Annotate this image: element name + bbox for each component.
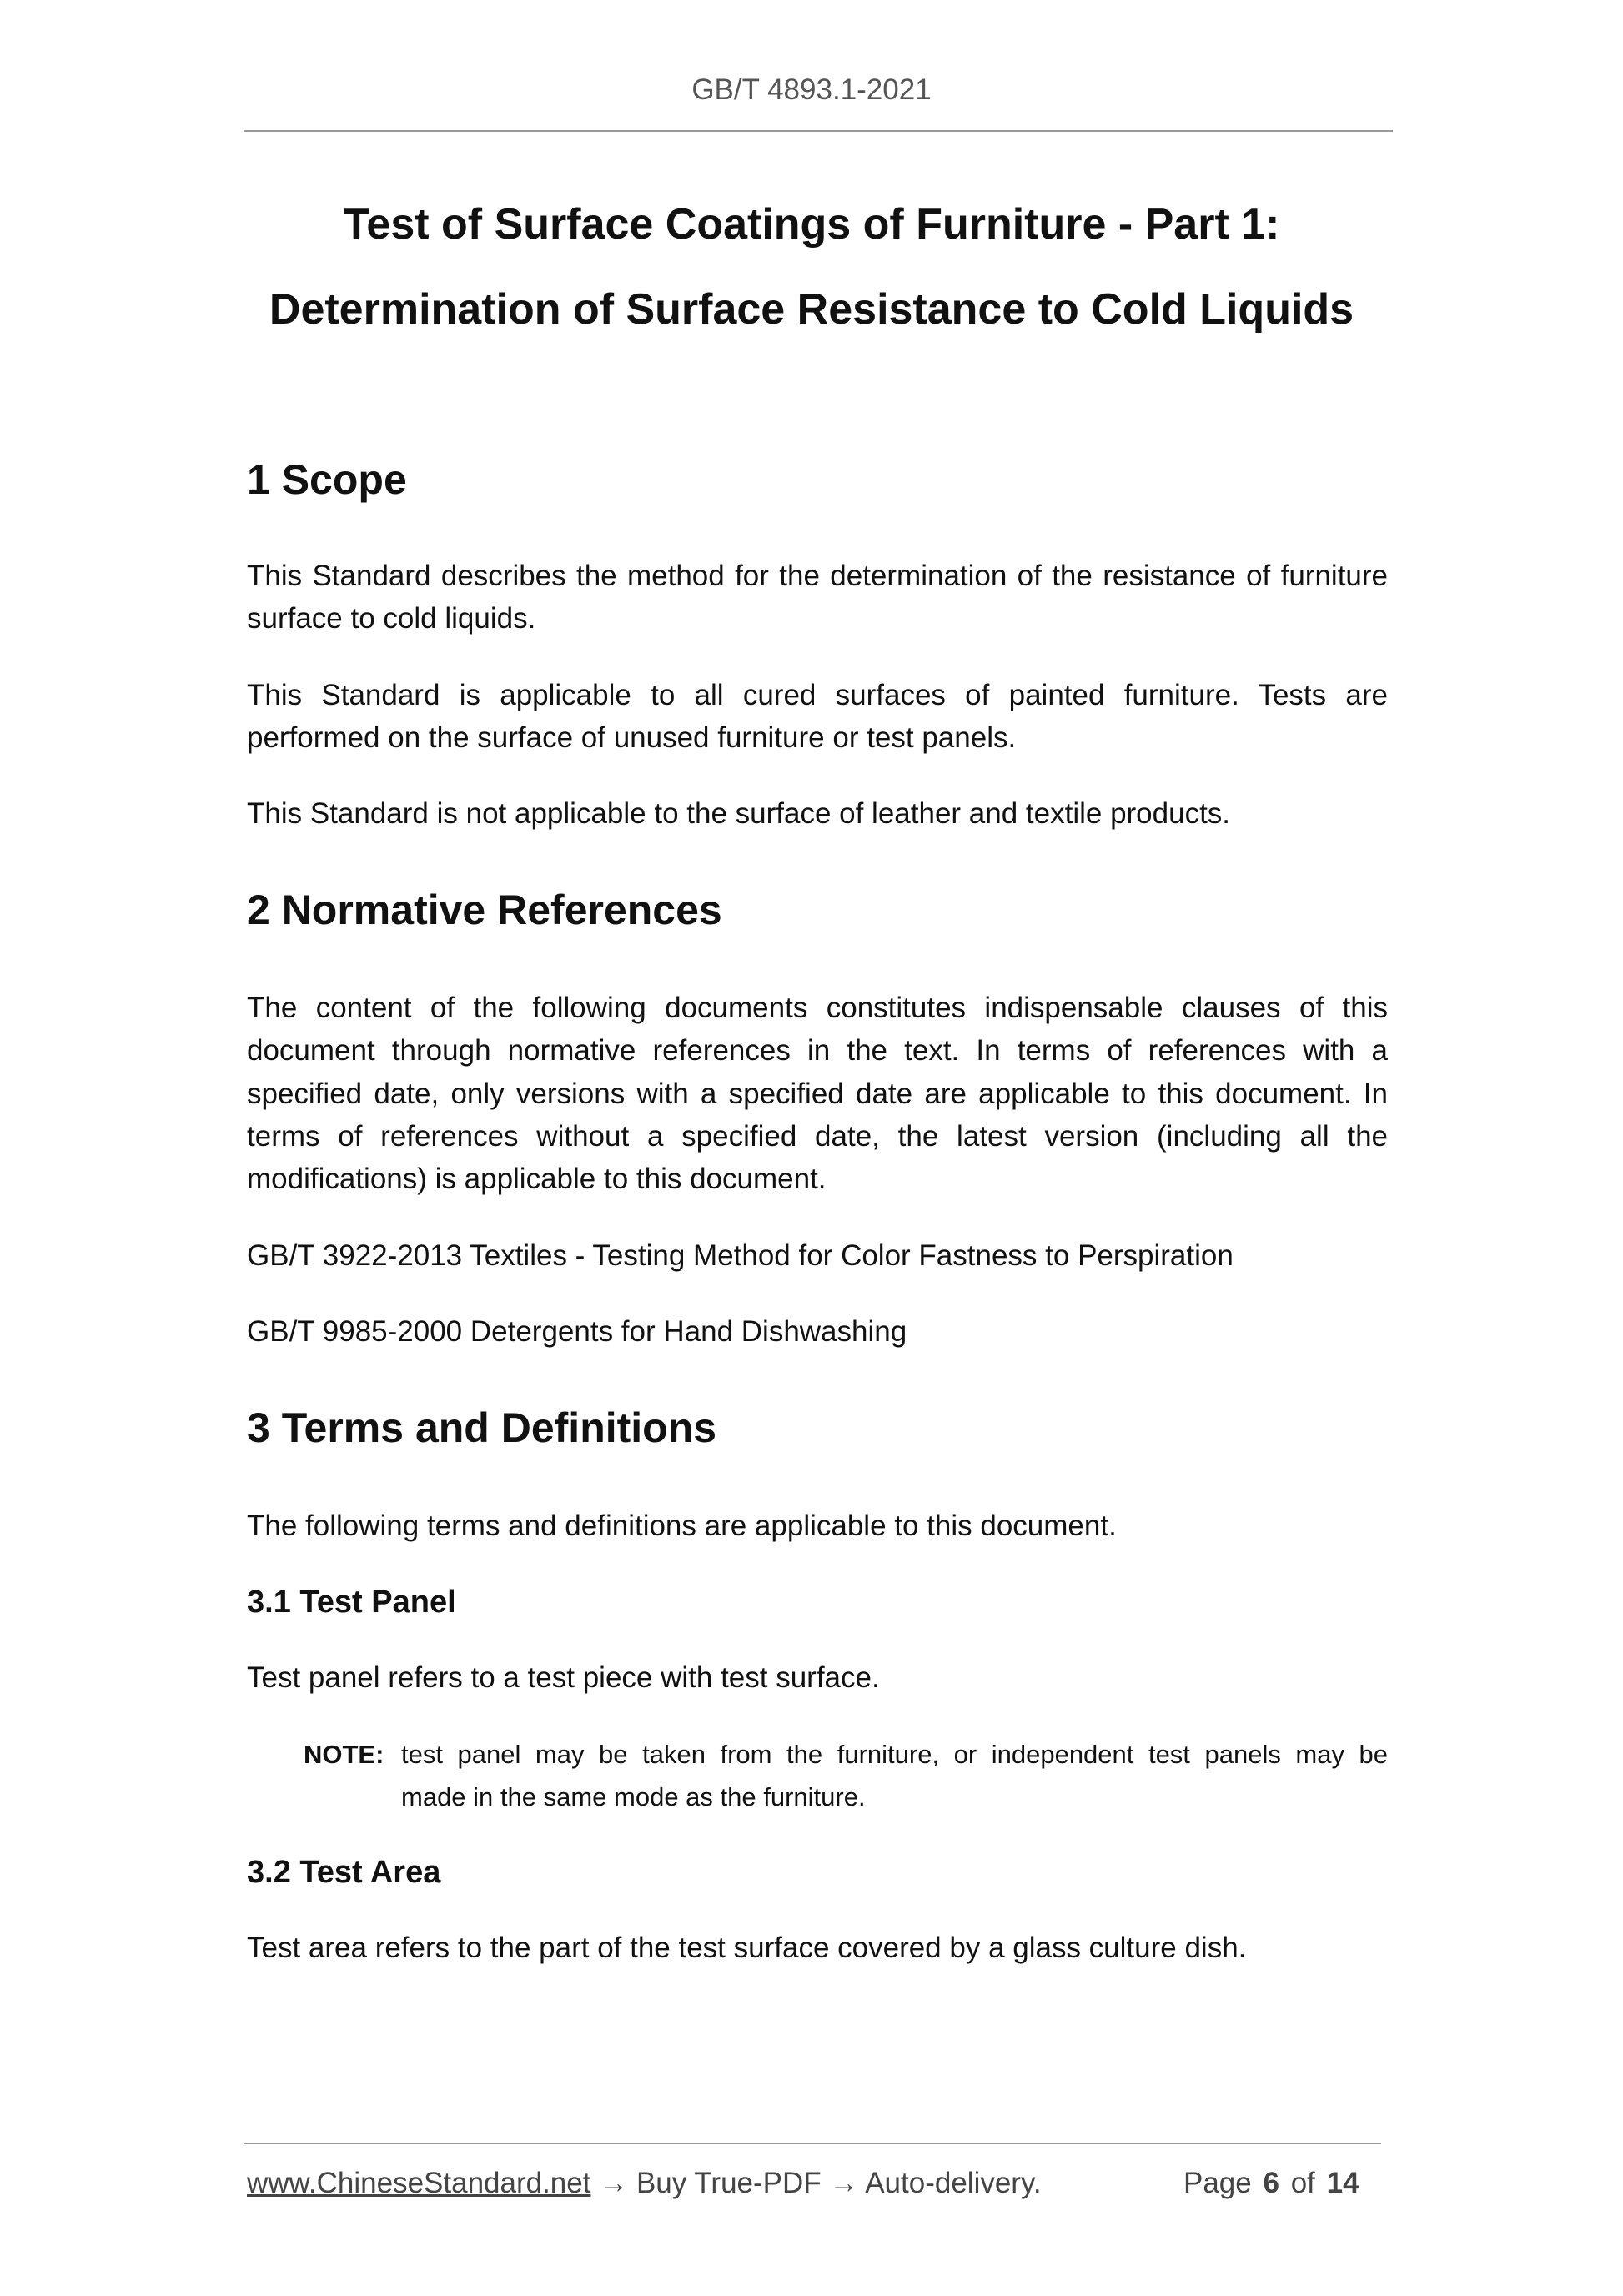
section-heading-terms-and-definitions: 3 Terms and Definitions [247,1404,717,1451]
scope-paragraph-2 [247,674,1388,760]
text-line: surface to cold liquids. [247,602,536,636]
document-title-line-2: Determination of Surface Resistance to Cold Liquids [269,285,1354,334]
reference-item [247,1310,1388,1353]
buy-text: Buy True-PDF [636,2167,822,2199]
text-line: GB/T 3922-2013 Textiles - Testing Method for Color Fastness to Perspiration [247,1239,1234,1272]
text-line: made in the same mode as the furniture. [401,1782,866,1812]
text-line: Test panel refers to a test piece with test surface. [247,1661,880,1694]
arrow-right-icon: → [829,2167,859,2199]
terms-intro-paragraph [247,1505,1388,1547]
text-line: This Standard is applicable to all cured surfaces of painted furniture. Tests are [247,679,1388,711]
page-indicator [1183,2167,1359,2200]
text-line: This Standard describes the method for the determination of the resistance of furniture [247,560,1388,592]
text-line: performed on the surface of unused furniture or test panels. [247,721,1017,755]
text-line: Test area refers to the part of the test surface covered by a glass culture dish. [247,1932,1247,1964]
text-line: modifications) is applicable to this document. [247,1163,827,1196]
note-body [401,1733,1388,1819]
footer-promo [247,2167,1042,2200]
text-line: document through normative references in the text. In terms of references with a [247,1034,1388,1068]
text-line: specified date, only versions with a specified date are applicable to this document. In [247,1077,1388,1110]
page-word: Page [1183,2167,1252,2199]
total-pages: 14 [1326,2167,1359,2199]
footer-divider [244,2143,1381,2144]
text-line: This Standard is not applicable to the surface of leather and textile products. [247,797,1231,830]
arrow-right-icon: → [599,2167,629,2199]
scope-paragraph-1 [247,555,1388,641]
normative-intro-paragraph [247,987,1388,1200]
test-panel-definition [247,1656,1388,1699]
text-line: GB/T 9985-2000 Detergents for Hand Dishwashing [247,1315,907,1348]
current-page: 6 [1263,2167,1279,2199]
website-link[interactable]: www.ChineseStandard.net [247,2167,591,2199]
section-heading-scope: 1 Scope [247,456,407,503]
document-number-header: GB/T 4893.1-2021 [691,73,932,106]
document-title-line-1: Test of Surface Coatings of Furniture - Part 1: [343,200,1280,249]
text-line: terms of references without a specified date, the latest version (including all the [247,1119,1388,1153]
delivery-text: Auto-delivery. [865,2167,1042,2199]
text-line: test panel may be taken from the furniture, or independent test panels may be [401,1740,1388,1769]
reference-item [247,1234,1388,1277]
note-label: NOTE: [304,1740,384,1769]
header-divider [244,130,1393,132]
test-panel-note [304,1733,1388,1819]
test-area-definition [247,1927,1388,1969]
of-word: of [1290,2167,1315,2199]
subsection-heading-test-area: 3.2 Test Area [247,1855,441,1890]
text-line: The following terms and definitions are applicable to this document. [247,1510,1117,1542]
scope-paragraph-3 [247,792,1388,835]
subsection-heading-test-panel: 3.1 Test Panel [247,1585,456,1620]
text-line: The content of the following documents constitutes indispensable clauses of this [247,992,1388,1024]
section-heading-normative-references: 2 Normative References [247,887,722,933]
